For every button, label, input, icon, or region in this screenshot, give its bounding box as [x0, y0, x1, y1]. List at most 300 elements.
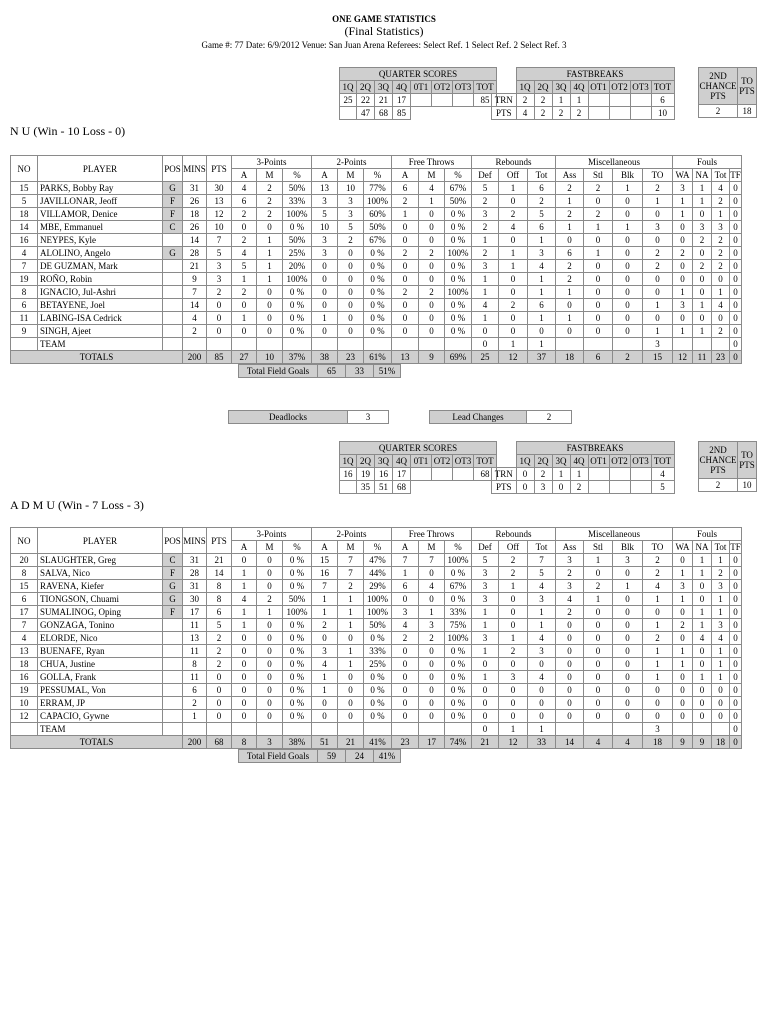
- stat-cell: [163, 658, 183, 671]
- quarter-score: 17: [393, 468, 411, 481]
- sub-col-tot: Tot: [528, 169, 556, 182]
- player-row: [11, 195, 742, 208]
- player-name: ROÑO, Robin: [38, 273, 163, 286]
- stat-cell: 3: [312, 234, 338, 247]
- stat-cell: 0: [528, 325, 556, 338]
- totals-cell: 2: [613, 351, 643, 364]
- stat-cell: 15: [11, 182, 38, 195]
- stat-cell: 0: [584, 195, 613, 208]
- stat-cell: 6: [528, 221, 556, 234]
- stat-cell: 2: [673, 247, 693, 260]
- sub-col-pct: %: [283, 541, 312, 554]
- stat-cell: 0: [257, 710, 283, 723]
- stat-cell: 7: [338, 554, 364, 567]
- stat-cell: 2: [643, 260, 673, 273]
- stat-cell: 3: [556, 554, 584, 567]
- stat-cell: 0: [392, 658, 419, 671]
- stat-cell: 17: [183, 606, 207, 619]
- stat-cell: 0 %: [364, 684, 392, 697]
- empty-cell: [432, 107, 453, 120]
- player-row: [11, 671, 742, 684]
- total-field-goals-value: 33: [346, 365, 374, 378]
- stat-cell: 1: [232, 606, 257, 619]
- stat-cell: 0: [584, 286, 613, 299]
- stat-cell: 1: [528, 606, 556, 619]
- stat-cell: 0: [712, 710, 730, 723]
- stat-cell: 0: [613, 645, 643, 658]
- second-chance-value: 2: [699, 105, 738, 118]
- stat-cell: 3: [472, 260, 499, 273]
- stat-cell: 0: [499, 606, 528, 619]
- stat-cell: 0: [730, 567, 742, 580]
- stat-cell: 5: [207, 619, 232, 632]
- stat-cell: 4: [556, 593, 584, 606]
- stat-cell: 18: [11, 208, 38, 221]
- stat-cell: 6: [207, 606, 232, 619]
- stat-cell: [693, 723, 712, 736]
- stat-cell: [312, 338, 338, 351]
- stat-cell: 0 %: [445, 325, 472, 338]
- stat-cell: 1: [232, 273, 257, 286]
- stat-cell: 3: [338, 208, 364, 221]
- stat-cell: 0: [673, 710, 693, 723]
- stat-cell: F: [163, 567, 183, 580]
- free-throws-header: Free Throws: [392, 528, 472, 541]
- stat-cell: 1: [499, 338, 528, 351]
- stat-cell: 2: [499, 554, 528, 567]
- empty-cell: [453, 481, 474, 494]
- cumulative-score: 85: [393, 107, 411, 120]
- quarter-scores-header: QUARTER SCORES: [340, 442, 497, 455]
- stat-cell: 3: [556, 580, 584, 593]
- stat-cell: 2: [257, 208, 283, 221]
- stat-cell: 0: [499, 286, 528, 299]
- player-row: [11, 593, 742, 606]
- total-field-goals-value: 41%: [374, 750, 401, 763]
- stat-cell: 0 %: [283, 697, 312, 710]
- stat-cell: 0: [556, 671, 584, 684]
- stat-cell: 2: [584, 580, 613, 593]
- stat-cell: 50%: [283, 593, 312, 606]
- stat-cell: 0: [556, 697, 584, 710]
- stat-cell: 3: [712, 580, 730, 593]
- stat-cell: 4: [693, 632, 712, 645]
- quarter-col-0t1: 0T1: [411, 455, 432, 468]
- cumulative-score: [340, 107, 357, 120]
- to-pts-header: TO PTS: [738, 442, 757, 479]
- stat-cell: 1: [419, 195, 445, 208]
- stat-cell: 0: [613, 619, 643, 632]
- player-row: [11, 208, 742, 221]
- stat-cell: 0 %: [445, 312, 472, 325]
- player-row: [11, 567, 742, 580]
- stat-cell: 0: [730, 580, 742, 593]
- quarter-score: [411, 94, 432, 107]
- stat-cell: 0: [730, 593, 742, 606]
- stat-cell: C: [163, 221, 183, 234]
- stat-cell: 0: [338, 697, 364, 710]
- stat-cell: 0: [232, 671, 257, 684]
- to-pts-value: 18: [738, 105, 757, 118]
- stat-cell: [364, 723, 392, 736]
- stat-cell: 1: [419, 606, 445, 619]
- totals-cell: 4: [584, 736, 613, 749]
- stat-cell: 1: [556, 286, 584, 299]
- stat-cell: 2: [643, 247, 673, 260]
- player-row: [11, 312, 742, 325]
- stat-cell: 0: [232, 697, 257, 710]
- stat-cell: 1: [472, 286, 499, 299]
- stat-cell: [445, 723, 472, 736]
- stat-cell: 1: [643, 299, 673, 312]
- two-points-header: 2-Points: [312, 156, 392, 169]
- totals-cell: 9: [419, 351, 445, 364]
- second-chance-header: 2ND CHANCE PTS: [699, 442, 738, 479]
- stat-cell: 0: [499, 273, 528, 286]
- stat-cell: 0: [207, 312, 232, 325]
- stat-cell: 2: [207, 286, 232, 299]
- stat-cell: 13: [312, 182, 338, 195]
- quarter-col-2q: 2Q: [357, 455, 375, 468]
- stat-cell: 0: [392, 645, 419, 658]
- totals-cell: 8: [232, 736, 257, 749]
- totals-cell: 13: [392, 351, 419, 364]
- stat-cell: 0: [392, 312, 419, 325]
- stat-cell: 1: [312, 671, 338, 684]
- stat-cell: 1: [499, 260, 528, 273]
- stat-cell: 28: [183, 247, 207, 260]
- sub-col-na: NA: [693, 169, 712, 182]
- player-name: ERRAM, JP: [38, 697, 163, 710]
- player-name: MBE, Emmanuel: [38, 221, 163, 234]
- stat-cell: 1: [712, 554, 730, 567]
- fastbreaks-header: FASTBREAKS: [516, 68, 674, 81]
- stat-cell: 0: [338, 710, 364, 723]
- stat-cell: 3: [693, 221, 712, 234]
- stat-cell: 3: [643, 338, 673, 351]
- stat-cell: 0: [643, 684, 673, 697]
- stat-cell: 0: [257, 658, 283, 671]
- stat-cell: 7: [183, 286, 207, 299]
- quarter-score: 19: [357, 468, 375, 481]
- stat-cell: 4: [472, 299, 499, 312]
- stat-cell: 0: [419, 567, 445, 580]
- stat-cell: 0 %: [445, 221, 472, 234]
- stat-cell: 0: [643, 234, 673, 247]
- totals-cell: 41%: [364, 736, 392, 749]
- stat-cell: 0 %: [283, 580, 312, 593]
- stat-cell: 2: [712, 567, 730, 580]
- stat-cell: 0: [257, 221, 283, 234]
- total-field-goals-row: [239, 365, 401, 378]
- lead-changes-label: Lead Changes: [430, 411, 527, 424]
- stat-cell: 0: [584, 697, 613, 710]
- stat-cell: 2: [673, 619, 693, 632]
- stat-cell: 16: [312, 567, 338, 580]
- totals-cell: 38%: [283, 736, 312, 749]
- stat-cell: 0: [419, 671, 445, 684]
- stat-cell: [163, 684, 183, 697]
- stat-cell: 0: [673, 606, 693, 619]
- stat-cell: 0: [392, 299, 419, 312]
- stat-cell: 13: [183, 632, 207, 645]
- stat-cell: 100%: [445, 286, 472, 299]
- stat-cell: 0: [673, 697, 693, 710]
- stat-cell: [257, 723, 283, 736]
- stat-cell: 0: [613, 684, 643, 697]
- stat-cell: 0: [643, 273, 673, 286]
- cumulative-score: 47: [357, 107, 375, 120]
- stat-cell: 3: [673, 299, 693, 312]
- stat-cell: [283, 338, 312, 351]
- fastbreak-col-ot1: OT1: [588, 455, 609, 468]
- stat-cell: 1: [338, 593, 364, 606]
- stat-cell: [312, 723, 338, 736]
- stat-cell: 0: [338, 632, 364, 645]
- stat-cell: 4: [712, 299, 730, 312]
- stat-cell: 1: [693, 182, 712, 195]
- stat-cell: 1: [693, 299, 712, 312]
- fastbreak-col-ot3: OT3: [630, 81, 651, 94]
- stat-cell: 30: [183, 593, 207, 606]
- stat-cell: 4: [499, 221, 528, 234]
- stat-cell: 100%: [364, 195, 392, 208]
- stat-cell: 6: [528, 299, 556, 312]
- stat-cell: 1: [712, 606, 730, 619]
- stat-cell: [584, 338, 613, 351]
- stat-cell: 3: [613, 554, 643, 567]
- player-row: [11, 658, 742, 671]
- stat-cell: 0: [730, 195, 742, 208]
- sub-col-tf: TF: [730, 170, 741, 180]
- player-name: CAPACIO, Gywne: [38, 710, 163, 723]
- stat-cell: 0: [556, 658, 584, 671]
- total-field-goals-label: Total Field Goals: [239, 750, 318, 763]
- stat-cell: 12: [207, 208, 232, 221]
- stat-cell: 0: [584, 312, 613, 325]
- stat-cell: 0 %: [445, 567, 472, 580]
- sub-col-pct: %: [283, 169, 312, 182]
- fastbreak-col-2q: 2Q: [534, 81, 552, 94]
- stat-cell: 9: [183, 273, 207, 286]
- stat-cell: 26: [183, 221, 207, 234]
- quarter-col-1q: 1Q: [340, 81, 357, 94]
- stat-cell: 7: [11, 260, 38, 273]
- stat-cell: [613, 723, 643, 736]
- stat-cell: 0: [499, 710, 528, 723]
- stat-cell: 1: [584, 221, 613, 234]
- stat-cell: 2: [693, 260, 712, 273]
- stat-cell: 0 %: [283, 658, 312, 671]
- stat-cell: 2: [643, 632, 673, 645]
- stat-cell: 1: [673, 645, 693, 658]
- sub-col-off: Off: [499, 169, 528, 182]
- stat-cell: 11: [183, 671, 207, 684]
- fastbreak-pts-value: [609, 107, 630, 120]
- fastbreak-trn-value: [630, 94, 651, 107]
- stat-cell: 3: [338, 195, 364, 208]
- stat-cell: 1: [338, 658, 364, 671]
- stat-cell: 4: [712, 632, 730, 645]
- stat-cell: 0: [419, 684, 445, 697]
- fastbreak-pts-value: [609, 481, 630, 494]
- player-row: [11, 260, 742, 273]
- stat-cell: 50%: [445, 195, 472, 208]
- stat-cell: 1: [643, 195, 673, 208]
- stat-cell: [364, 338, 392, 351]
- quarter-col-3q: 3Q: [375, 455, 393, 468]
- stat-cell: 14: [183, 299, 207, 312]
- stat-cell: [163, 710, 183, 723]
- stat-cell: 0: [392, 697, 419, 710]
- fastbreak-trn-value: 2: [534, 94, 552, 107]
- stat-cell: [419, 723, 445, 736]
- stat-cell: 6: [392, 580, 419, 593]
- stat-cell: 1: [528, 723, 556, 736]
- stat-cell: 1: [257, 260, 283, 273]
- stat-cell: 100%: [283, 273, 312, 286]
- stat-cell: 2: [257, 195, 283, 208]
- stat-cell: 60%: [364, 208, 392, 221]
- cumulative-score: 51: [375, 481, 393, 494]
- stat-cell: 5: [338, 221, 364, 234]
- stat-cell: 0: [693, 697, 712, 710]
- stat-cell: 1: [693, 195, 712, 208]
- stat-cell: 1: [232, 619, 257, 632]
- stat-cell: [207, 338, 232, 351]
- player-row: [11, 182, 742, 195]
- player-name: GOLLA, Frank: [38, 671, 163, 684]
- stat-cell: 0: [257, 580, 283, 593]
- stat-cell: 0: [730, 221, 742, 234]
- stat-cell: 0: [730, 697, 742, 710]
- stat-cell: 0: [643, 286, 673, 299]
- stat-cell: 0: [673, 234, 693, 247]
- deadlocks-value: 3: [348, 411, 389, 424]
- sub-col-tf: TF: [730, 542, 741, 552]
- fastbreak-trn-value: [609, 94, 630, 107]
- stat-cell: 4: [419, 182, 445, 195]
- fastbreak-trn-value: [609, 468, 630, 481]
- stat-cell: 0: [613, 208, 643, 221]
- stat-cell: 3: [528, 593, 556, 606]
- stat-cell: 2: [207, 658, 232, 671]
- stat-cell: 2: [257, 182, 283, 195]
- sub-col-m: M: [419, 169, 445, 182]
- totals-cell: 9: [673, 736, 693, 749]
- stat-cell: 0: [693, 710, 712, 723]
- player-name: JAVILLONAR, Jeoff: [38, 195, 163, 208]
- stat-cell: 1: [673, 658, 693, 671]
- stat-cell: 0: [730, 260, 742, 273]
- empty-cell: [453, 107, 474, 120]
- stat-cell: 0: [730, 234, 742, 247]
- stat-cell: 2: [472, 221, 499, 234]
- stat-cell: 0: [613, 325, 643, 338]
- stat-cell: 0: [693, 593, 712, 606]
- totals-cell: 3: [257, 736, 283, 749]
- stat-cell: 1: [643, 619, 673, 632]
- stat-cell: 9: [11, 325, 38, 338]
- stat-cell: 0 %: [445, 645, 472, 658]
- stat-cell: 2: [693, 234, 712, 247]
- stat-cell: 4: [232, 182, 257, 195]
- stat-cell: [163, 260, 183, 273]
- stat-cell: 0: [673, 260, 693, 273]
- stat-cell: 1: [499, 247, 528, 260]
- stat-cell: [556, 338, 584, 351]
- stat-cell: 0: [730, 325, 742, 338]
- stat-cell: 5: [207, 247, 232, 260]
- player-row: [11, 286, 742, 299]
- stat-cell: 1: [673, 567, 693, 580]
- stat-cell: 0: [693, 658, 712, 671]
- stat-cell: 0: [584, 299, 613, 312]
- player-name: GONZAGA, Tonino: [38, 619, 163, 632]
- player-name: CHUA, Justine: [38, 658, 163, 671]
- stat-cell: 0: [232, 221, 257, 234]
- stat-cell: 1: [693, 619, 712, 632]
- stat-cell: 3: [712, 619, 730, 632]
- stat-cell: 0 %: [364, 325, 392, 338]
- stat-cell: 1: [673, 195, 693, 208]
- stat-cell: 0: [392, 325, 419, 338]
- stat-cell: 0: [730, 247, 742, 260]
- stat-cell: 0: [232, 658, 257, 671]
- sub-col-a: A: [232, 169, 257, 182]
- totals-cell: 23: [712, 351, 730, 364]
- stat-cell: [673, 723, 693, 736]
- stat-cell: 0 %: [445, 671, 472, 684]
- stat-cell: 0: [419, 299, 445, 312]
- quarter-score: 17: [393, 94, 411, 107]
- stat-cell: [163, 671, 183, 684]
- stat-cell: 1: [556, 195, 584, 208]
- stat-cell: [338, 723, 364, 736]
- stat-cell: 4: [183, 312, 207, 325]
- stat-cell: 5: [312, 208, 338, 221]
- team2-stats-table: [10, 527, 742, 763]
- totals-label: TOTALS: [11, 736, 183, 749]
- sub-col-a: A: [232, 541, 257, 554]
- stat-cell: 2: [338, 234, 364, 247]
- player-name: ELORDE, Nico: [38, 632, 163, 645]
- stat-cell: 7: [528, 554, 556, 567]
- stat-cell: F: [163, 195, 183, 208]
- stat-cell: 8: [207, 580, 232, 593]
- stat-cell: 2: [556, 208, 584, 221]
- stat-cell: 0: [673, 671, 693, 684]
- player-row: [11, 645, 742, 658]
- fastbreak-col-ot3: OT3: [630, 455, 651, 468]
- stat-cell: 3: [207, 260, 232, 273]
- stat-cell: 50%: [364, 221, 392, 234]
- sub-col-pct: %: [445, 541, 472, 554]
- totals-cell: 69%: [445, 351, 472, 364]
- fastbreak-trn-value: 1: [552, 468, 570, 481]
- stat-cell: 4: [232, 593, 257, 606]
- sub-col-ass: Ass: [556, 169, 584, 182]
- player-row: [11, 221, 742, 234]
- quarter-col-4q: 4Q: [393, 455, 411, 468]
- stat-cell: 0 %: [364, 671, 392, 684]
- sub-col-wa: WA: [673, 541, 693, 554]
- stat-cell: 31: [183, 580, 207, 593]
- stat-cell: 0 %: [364, 247, 392, 260]
- player-row: [11, 234, 742, 247]
- stat-cell: 0: [584, 645, 613, 658]
- stat-cell: 1: [257, 247, 283, 260]
